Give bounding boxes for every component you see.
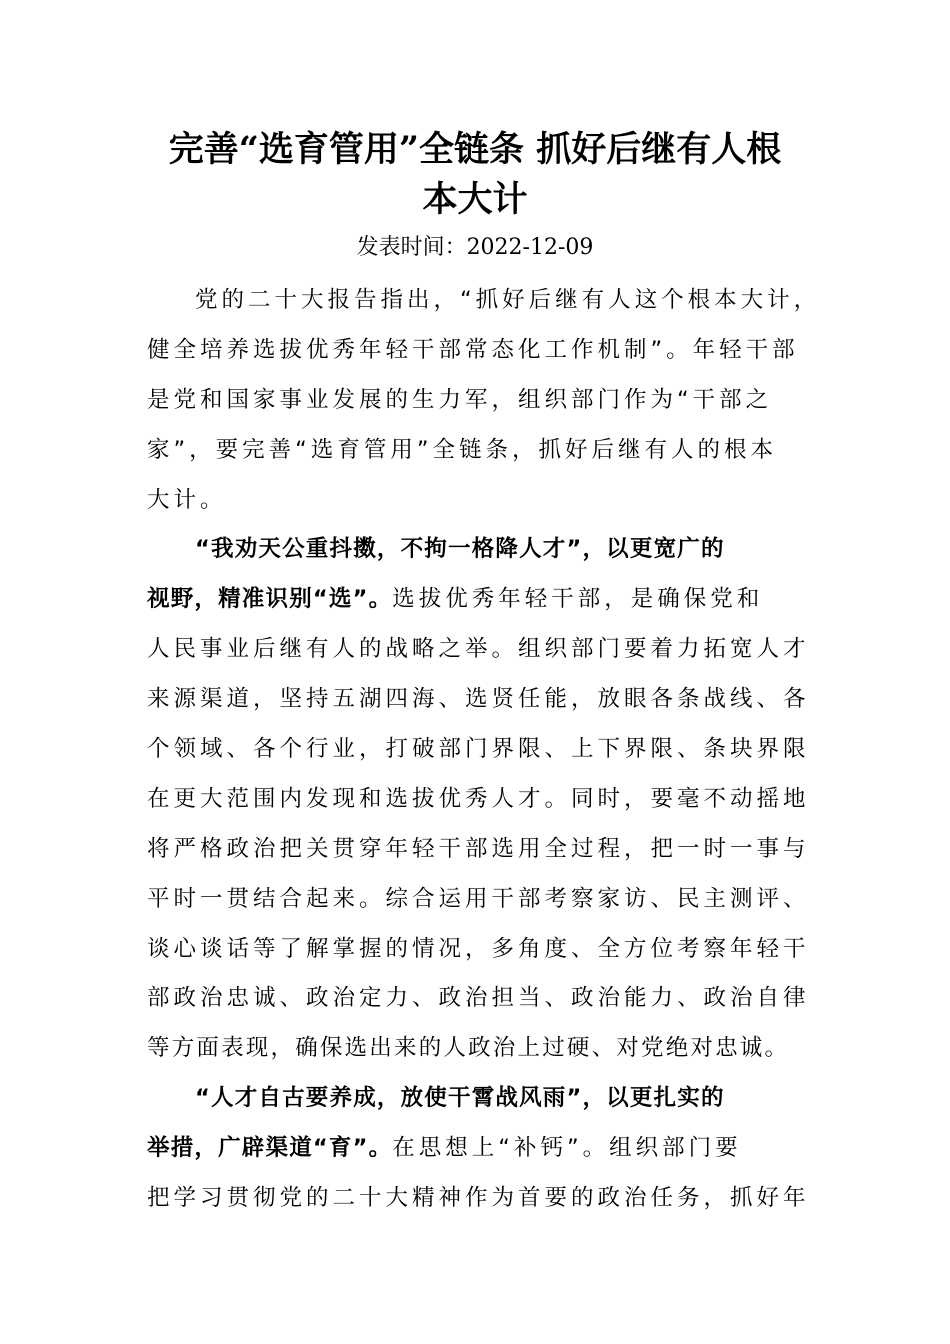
paragraph-3-line-3: 把学习贯彻党的二十大精神作为首要的政治任务，抓好年	[147, 1185, 810, 1211]
paragraph-3-line-2-rest: 在思想上“补钙”。组织部门要	[392, 1135, 742, 1161]
publish-date: 发表时间：2022-12-09	[356, 235, 594, 260]
paragraph-2-line-7: 将严格政治把关贯穿年轻干部选用全过程，把一时一事与	[147, 836, 810, 862]
document-title-line-1: 完善“选育管用”全链条 抓好后继有人根	[168, 129, 782, 170]
paragraph-2-line-2	[147, 579, 837, 619]
paragraph-3-line-2	[147, 1128, 837, 1168]
paragraph-2-line-3: 人民事业后继有人的战略之举。组织部门要着力拓宽人才	[147, 636, 810, 662]
paragraph-2-line-5: 个领域、各个行业，打破部门界限、上下界限、条块界限	[147, 736, 810, 762]
paragraph-1-line-1: 党的二十大报告指出，“抓好后继有人这个根本大计，	[195, 287, 821, 313]
paragraph-1-line-3: 是党和国家事业发展的生力军，组织部门作为“干部之	[147, 387, 773, 413]
paragraph-2-line-11: 等方面表现，确保选出来的人政治上过硬、对党绝对忠诚。	[147, 1035, 790, 1061]
paragraph-2-line-9: 谈心谈话等了解掌握的情况，多角度、全方位考察年轻干	[147, 936, 810, 962]
paragraph-3-lead-line-1: “人才自古要养成，放使干霄战风雨”，以更扎实的	[195, 1085, 725, 1111]
paragraph-2-lead-line-1: “我劝天公重抖擞，不拘一格降人才”，以更宽广的	[195, 536, 725, 562]
paragraph-2-lead-line-2: 视野，精准识别“选”。	[147, 586, 393, 612]
paragraph-1-line-5: 大计。	[147, 487, 227, 513]
paragraph-1-line-4: 家”，要完善“选育管用”全链条，抓好后继有人的根本	[147, 437, 777, 463]
document-title-line-2: 本大计	[422, 179, 528, 220]
paragraph-2-line-6: 在更大范围内发现和选拔优秀人才。同时，要毫不动摇地	[147, 786, 810, 812]
paragraph-2-line-8: 平时一贯结合起来。综合运用干部考察家访、民主测评、	[147, 886, 810, 912]
paragraph-2-line-10: 部政治忠诚、政治定力、政治担当、政治能力、政治自律	[147, 985, 810, 1011]
paragraph-2-line-2-rest: 选拔优秀年轻干部，是确保党和	[392, 586, 764, 612]
paragraph-2-line-4: 来源渠道，坚持五湖四海、选贤任能，放眼各条战线、各	[147, 686, 810, 712]
paragraph-3-lead-line-2: 举措，广辟渠道“育”。	[147, 1135, 393, 1161]
paragraph-1-line-2: 健全培养选拔优秀年轻干部常态化工作机制”。年轻干部	[147, 337, 799, 363]
